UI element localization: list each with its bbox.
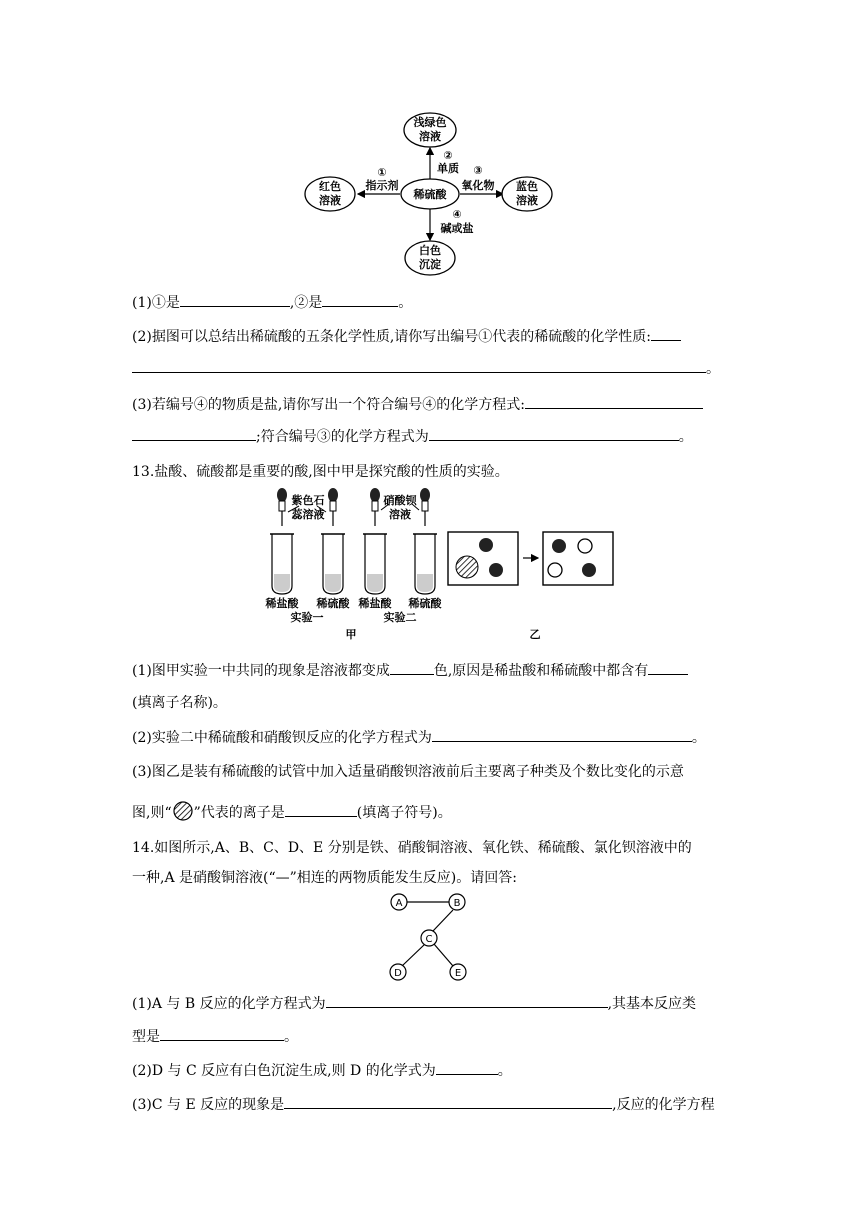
answer-blank[interactable] xyxy=(525,394,703,409)
tube3-label: 稀盐酸 xyxy=(358,597,392,610)
edge2-number: ② xyxy=(443,149,453,162)
node-d-label: D xyxy=(394,968,402,979)
left-node-line2: 溶液 xyxy=(319,194,341,207)
answer-blank[interactable] xyxy=(390,660,434,675)
q14-stem-text: 一种,A 是硝酸铜溶液(“—”相连的两物质能发生反应)。请回答: xyxy=(132,870,517,886)
q12-p1-text: ,②是 xyxy=(289,295,323,311)
q14-part2 xyxy=(132,1060,512,1081)
q12-part1 xyxy=(132,292,412,313)
answer-blank[interactable] xyxy=(160,1026,284,1041)
tube2-label: 稀硫酸 xyxy=(316,597,350,610)
edge3-label: 氧化物 xyxy=(461,179,495,192)
q14-p2-text: (2)D 与 C 反应有白色沉淀生成,则 D 的化学式为 xyxy=(132,1063,436,1079)
dropper-icon xyxy=(277,488,287,526)
q14-stem-line1 xyxy=(132,838,692,858)
q12-p2-text: (2)据图可以总结出稀硫酸的五条化学性质,请你写出编号①代表的稀硫酸的化学性质: xyxy=(132,329,651,345)
answer-blank[interactable] xyxy=(648,660,688,675)
reaction-graph xyxy=(385,888,475,988)
answer-blank[interactable] xyxy=(651,326,681,341)
hatched-ion-icon xyxy=(172,800,194,822)
node-e-label: E xyxy=(454,968,462,979)
q12-p3-text: ;符合编号③的化学方程式为 xyxy=(256,429,429,445)
node-b-label: B xyxy=(453,898,461,909)
reagent1-line2: 蕊溶液 xyxy=(291,508,325,521)
dropper-icon xyxy=(328,488,338,526)
test-tube-icon xyxy=(321,534,345,594)
q13-part1-cont xyxy=(132,693,227,713)
acid-experiment-figure xyxy=(255,488,615,646)
test-tube-icon xyxy=(270,534,294,594)
bottom-node-line1: 白色 xyxy=(419,244,441,257)
edge4-label: 碱或盐 xyxy=(440,222,474,235)
q14-stem-line2 xyxy=(132,868,517,888)
q12-p2-end: 。 xyxy=(706,361,720,377)
edge2-label: 单质 xyxy=(437,162,459,175)
q14-p1-text: 型是 xyxy=(132,1029,160,1045)
q12-part3 xyxy=(132,394,703,415)
experiment2-label: 实验二 xyxy=(383,611,417,624)
node-a-label: A xyxy=(395,898,403,909)
bottom-node-line2: 沉淀 xyxy=(419,258,441,271)
q13-part1 xyxy=(132,660,688,681)
q13-p2-text: (2)实验二中稀硫酸和硝酸钡反应的化学方程式为 xyxy=(132,730,432,746)
q13-p1-text: 色,原因是稀盐酸和稀硫酸中都含有 xyxy=(433,663,649,679)
edge1-label: 指示剂 xyxy=(365,179,399,192)
answer-blank[interactable] xyxy=(180,292,290,307)
q14-p2-end: 。 xyxy=(497,1063,512,1079)
top-node-line2: 溶液 xyxy=(419,130,441,143)
answer-blank[interactable] xyxy=(326,993,608,1008)
center-label: 稀硫酸 xyxy=(413,188,447,201)
reagent2-line2: 溶液 xyxy=(389,508,411,521)
node-c xyxy=(421,930,437,946)
experiment1-label: 实验一 xyxy=(290,611,324,624)
q13-p3-end: (填离子符号)。 xyxy=(356,805,452,821)
q12-part3-cont xyxy=(132,426,693,447)
q14-p3-text: ,反应的化学方程 xyxy=(612,1097,715,1113)
q13-part2 xyxy=(132,727,706,748)
q12-part2-cont xyxy=(132,358,720,379)
q14-p1-text: (1)A 与 B 反应的化学方程式为 xyxy=(132,996,326,1012)
test-tube-icon xyxy=(363,534,387,594)
node-d xyxy=(390,964,406,980)
q13-p1-text: (1)图甲实验一中共同的现象是溶液都变成 xyxy=(132,663,390,679)
figure-jia-label: 甲 xyxy=(345,628,357,641)
q13-part3-cont xyxy=(132,800,452,823)
top-node-line1: 浅绿色 xyxy=(413,116,447,129)
q14-p1-text: ,其基本反应类 xyxy=(607,996,697,1012)
q12-p3-text: 。 xyxy=(678,429,693,445)
q14-part3 xyxy=(132,1094,715,1115)
q14-p1-end: 。 xyxy=(284,1029,298,1045)
dropper-icon xyxy=(370,488,380,526)
answer-blank[interactable] xyxy=(284,1094,612,1109)
edge1-number: ① xyxy=(377,166,387,179)
q14-stem-text: 14.如图所示,A、B、C、D、E 分别是铁、硝酸铜溶液、氧化铁、稀硫酸、氯化钡溶液中的 xyxy=(132,840,692,856)
test-tube-icon xyxy=(413,534,437,594)
dropper-icon xyxy=(420,488,430,526)
answer-blank[interactable] xyxy=(429,426,679,441)
q13-stem-text: 13.盐酸、硫酸都是重要的酸,图中甲是探究酸的性质的实验。 xyxy=(132,464,509,480)
tube4-label: 稀硫酸 xyxy=(408,597,442,610)
right-node-line1: 蓝色 xyxy=(516,180,538,193)
q14-p3-text: (3)C 与 E 反应的现象是 xyxy=(132,1097,285,1113)
answer-blank[interactable] xyxy=(432,727,692,742)
acid-properties-diagram xyxy=(300,108,560,278)
q13-p1-end: (填离子名称)。 xyxy=(132,695,227,711)
reagent2-line1: 硝酸钡 xyxy=(383,494,417,507)
edge4-number: ④ xyxy=(452,208,462,221)
q13-p3-text: ”代表的离子是 xyxy=(193,805,285,821)
q13-p3-text: 图,则“ xyxy=(132,805,172,821)
answer-blank[interactable] xyxy=(436,1060,498,1075)
q12-p1-text: (1)①是 xyxy=(132,295,180,311)
q13-stem xyxy=(132,462,509,482)
q12-part2 xyxy=(132,326,681,347)
edge3-number: ③ xyxy=(473,164,483,177)
q12-p1-text: 。 xyxy=(398,295,413,311)
node-b xyxy=(449,894,465,910)
tube1-label: 稀盐酸 xyxy=(265,597,299,610)
q14-part1-cont xyxy=(132,1026,298,1047)
left-node-line1: 红色 xyxy=(319,180,341,193)
q12-p3-text: (3)若编号④的物质是盐,请你写出一个符合编号④的化学方程式: xyxy=(132,397,525,413)
node-e xyxy=(450,964,466,980)
node-a xyxy=(391,894,407,910)
answer-blank[interactable] xyxy=(322,292,398,307)
q13-p3-text: (3)图乙是装有稀硫酸的试管中加入适量硝酸钡溶液前后主要离子种类及个数比变化的示意 xyxy=(132,764,684,780)
q13-p2-end: 。 xyxy=(691,730,706,746)
answer-blank[interactable] xyxy=(132,358,706,373)
answer-blank[interactable] xyxy=(132,426,256,441)
node-c-label: C xyxy=(425,934,433,945)
figure-yi-label: 乙 xyxy=(529,628,541,641)
q14-part1 xyxy=(132,993,696,1014)
right-node-line2: 溶液 xyxy=(516,194,538,207)
answer-blank[interactable] xyxy=(285,802,357,817)
q13-part3 xyxy=(132,762,684,782)
reagent1-line1: 紫色石 xyxy=(291,494,325,507)
